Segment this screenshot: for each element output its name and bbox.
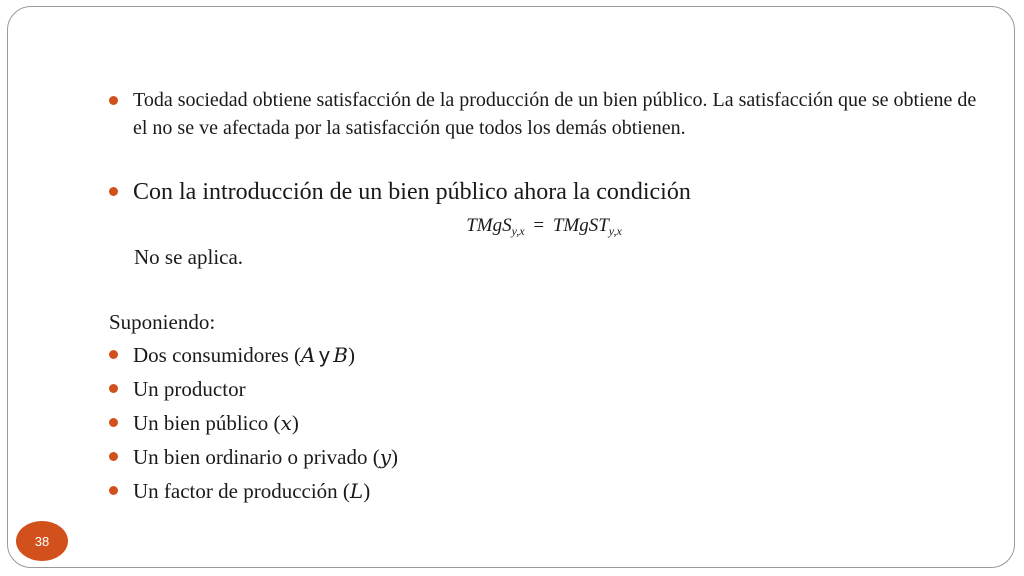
bullet-dot	[109, 452, 118, 461]
suponiendo-heading: Suponiendo:	[109, 310, 216, 334]
math-conj: y	[318, 343, 331, 367]
formula-right-sub: y,x	[608, 224, 622, 238]
math-var: y	[379, 445, 392, 469]
assumption-label: Un factor de producción (	[133, 479, 350, 503]
formula-left: TMgS	[466, 215, 512, 236]
assumption-text	[133, 444, 398, 470]
bullet-text: Toda sociedad obtiene satisfacción de la producción de un bien público. La satisfacción que se obtiene de el no se ve afectada por la satisfacción que todos los demás obtienen.	[133, 89, 977, 139]
assumption-private-good	[109, 444, 398, 470]
formula-left-sub: y,x	[511, 224, 525, 238]
bullet-condition	[109, 177, 691, 207]
paren-close: )	[347, 343, 355, 367]
condition-formula	[0, 214, 1024, 243]
paren-close: )	[291, 411, 299, 435]
assumption-label: Un productor	[133, 377, 246, 401]
page-number-badge: 38	[16, 521, 68, 561]
bullet-dot	[109, 486, 118, 495]
assumption-factor	[109, 478, 370, 504]
bullet-public-good-satisfaction	[109, 86, 979, 142]
assumption-label: Un bien ordinario o privado (	[133, 445, 380, 469]
math-var: L	[349, 479, 364, 503]
bullet-dot	[109, 187, 118, 196]
math-var: A	[300, 343, 316, 367]
math-var: B	[333, 343, 348, 367]
assumption-text	[133, 342, 355, 368]
bullet-dot	[109, 350, 118, 359]
no-aplica-text: No se aplica.	[134, 245, 244, 269]
formula-equals: =	[533, 215, 545, 236]
math-var: x	[280, 411, 292, 435]
assumption-text	[133, 478, 370, 504]
paren-close: )	[391, 445, 399, 469]
formula-right: TMgST	[552, 215, 609, 236]
assumption-producer	[109, 376, 246, 402]
assumption-text	[133, 410, 299, 436]
paren-close: )	[363, 479, 371, 503]
assumption-public-good	[109, 410, 299, 436]
bullet-text: Con la introducción de un bien público ahora la condición	[133, 179, 691, 205]
bullet-dot	[109, 384, 118, 393]
bullet-dot	[109, 418, 118, 427]
assumption-consumers	[109, 342, 355, 368]
assumption-label: Dos consumidores (	[133, 343, 301, 367]
bullet-dot	[109, 96, 118, 105]
assumption-label: Un bien público (	[133, 411, 281, 435]
